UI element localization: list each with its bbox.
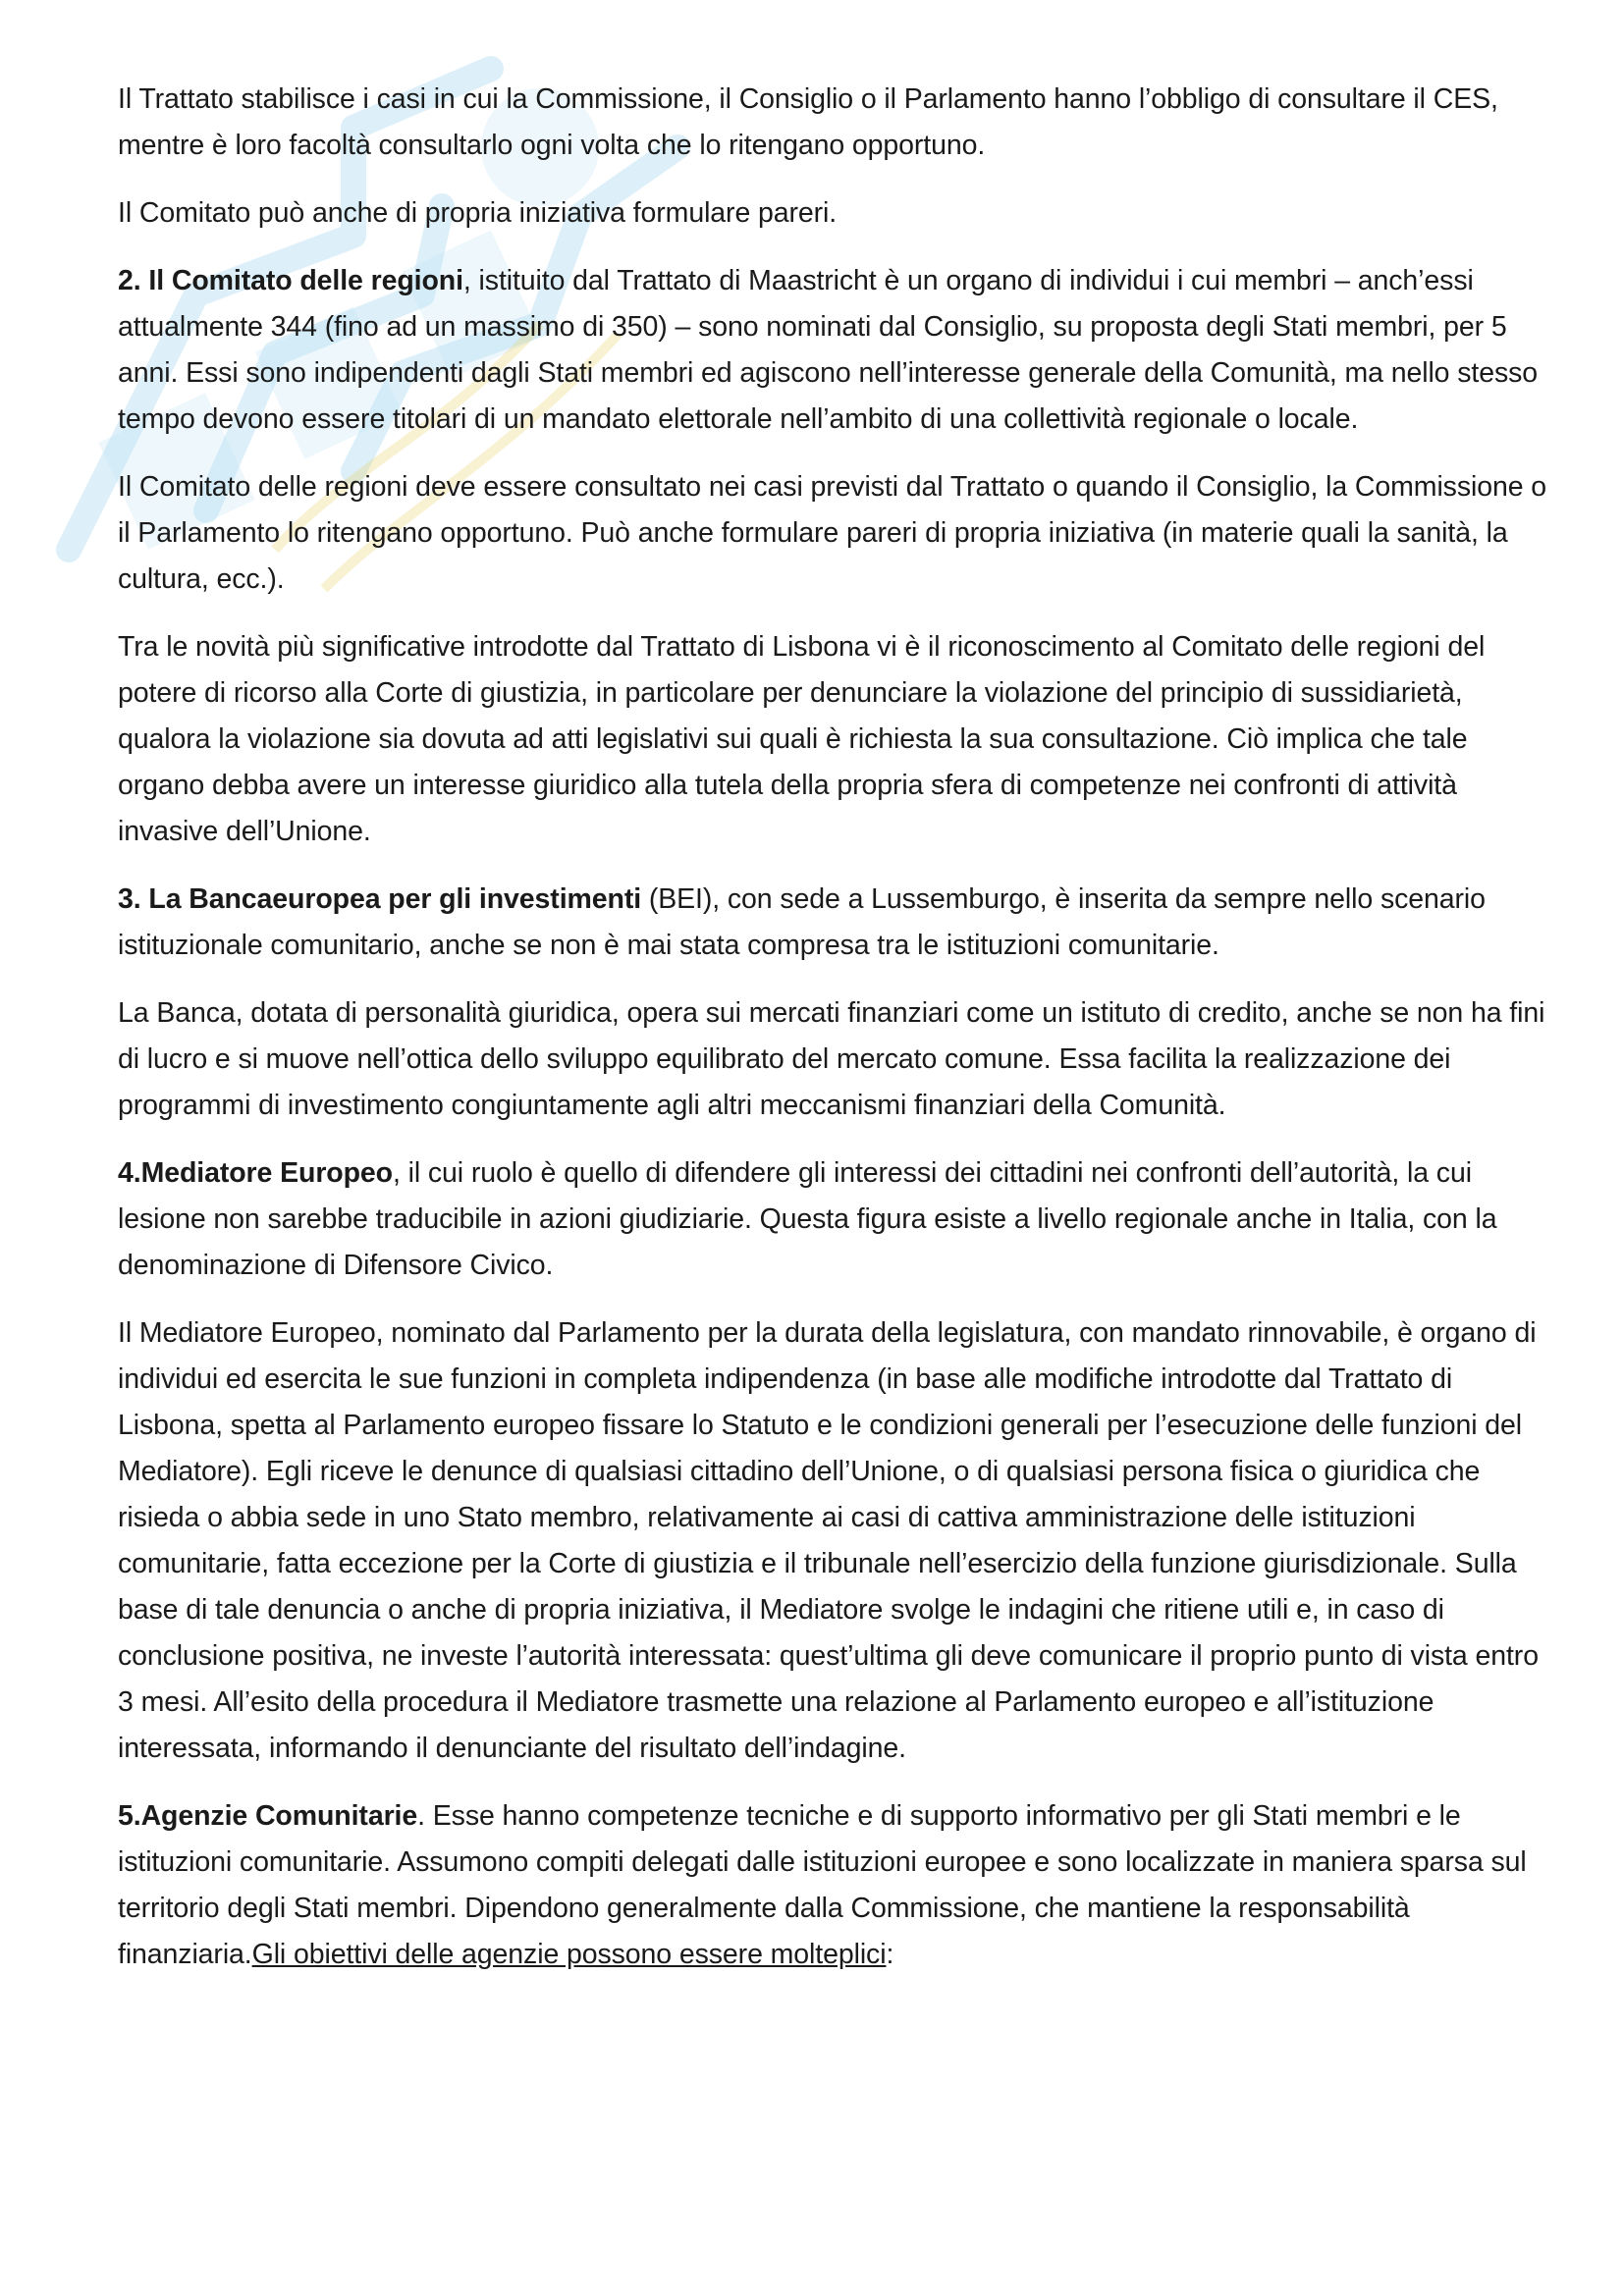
paragraph-mediatore: 4.Mediatore Europeo, il cui ruolo è quello di difendere gli interessi dei cittadini nei confronti dell’autorità, la cui lesione non sarebbe traducibile in azioni giudiziarie. Questa figura esiste a livello regionale anche in Italia, con la denominazione di Difensore Civico. — [118, 1157, 1497, 1281]
document-page — [118, 77, 1561, 2000]
heading-mediatore: 4.Mediatore Europeo — [118, 1157, 393, 1189]
heading-agenzie: 5.Agenzie Comunitarie — [118, 1800, 418, 1832]
paragraph-banca: La Banca, dotata di personalità giuridica, opera sui mercati finanziari come un istituto di credito, anche se non ha fini di lucro e si muove nell’ottica dello sviluppo equilibrato del mercato comune. Essa facilita la realizzazione dei programmi di investimento congiuntamente agli altri meccanismi finanziari della Comunità. — [118, 997, 1545, 1121]
paragraph-comitato-regioni: 2. Il Comitato delle regioni, istituito dal Trattato di Maastricht è un organo di individui i cui membri – anch’essi attualmente 344 (fino ad un massimo di 350) – sono nominati dal Consiglio, su proposta degli Stati membri, per 5 anni. Essi sono indipendenti dagli Stati membri ed agiscono nell’interesse generale della Comunità, ma nello stesso tempo devono essere titolari di un mandato elettorale nell’ambito di una collettività regionale o locale. — [118, 265, 1539, 435]
paragraph-ces-own-initiative: Il Comitato può anche di propria iniziativa formulare pareri. — [118, 197, 838, 229]
agenzie-obiettivi-underlined: Gli obiettivi delle agenzie possono essere molteplici — [251, 1939, 887, 1970]
heading-bei: 3. La Bancaeuropea per gli investimenti — [118, 883, 642, 915]
paragraph-ces-consultation: Il Trattato stabilisce i casi in cui la Commissione, il Consiglio o il Parlamento hanno l’obbligo di consultare il CES, mentre è loro facoltà consultarlo ogni volta che lo ritengano opportuno. — [118, 83, 1498, 161]
paragraph-bei: 3. La Bancaeuropea per gli investimenti (BEI), con sede a Lussemburgo, è inserita da sempre nello scenario istituzionale comunitario, anche se non è mai stata compresa tra le istituzioni comunitarie. — [118, 883, 1486, 961]
paragraph-comitato-consultazione: Il Comitato delle regioni deve essere consultato nei casi previsti dal Trattato o quando il Consiglio, la Commissione o il Parlamento lo ritengano opportuno. Può anche formulare pareri di propria iniziativa (in materie quali la sanità, la cultura, ecc.). — [118, 471, 1547, 595]
heading-comitato-regioni: 2. Il Comitato delle regioni — [118, 265, 463, 296]
paragraph-agenzie: 5.Agenzie Comunitarie. Esse hanno competenze tecniche e di supporto informativo per gli Stati membri e le istituzioni comunitarie. Assumono compiti delegati dalle istituzioni europee e sono localizzate in maniera sparsa sul territorio degli Stati membri. Dipendono generalmente dalla Commissione, che mantiene la responsabilità finanziaria.Gli obiettivi delle agenzie possono essere molteplici: — [118, 1800, 1527, 1970]
paragraph-trattato-lisbona: Tra le novità più significative introdotte dal Trattato di Lisbona vi è il riconoscimento al Comitato delle regioni del potere di ricorso alla Corte di giustizia, in particolare per denunciare la violazione del principio di sussidiarietà, qualora la violazione sia dovuta ad atti legislativi sui quali è richiesta la sua consultazione. Ciò implica che tale organo debba avere un interesse giuridico alla tutela della propria sfera di competenze nei confronti di attività invasive dell’Unione. — [118, 631, 1486, 847]
paragraph-mediatore-funzioni: Il Mediatore Europeo, nominato dal Parlamento per la durata della legislatura, con mandato rinnovabile, è organo di individui ed esercita le sue funzioni in completa indipendenza (in base alle modifiche introdotte dal Trattato di Lisbona, spetta al Parlamento europeo fissare lo Statuto e le condizioni generali per l’esecuzione delle funzioni del Mediatore). Egli riceve le denunce di qualsiasi cittadino dell’Unione, o di qualsiasi persona fisica o giuridica che risieda o abbia sede in uno Stato membro, relativamente ai casi di cattiva amministrazione delle istituzioni comunitarie, fatta eccezione per la Corte di giustizia e il tribunale nell’esercizio della funzione giurisdizionale. Sulla base di tale denuncia o anche di propria iniziativa, il Mediatore svolge le indagini che ritiene utili e, in caso di conclusione positiva, ne investe l’autorità interessata: quest’ultima gli deve comunicare il proprio punto di vista entro 3 mesi. All’esito della procedura il Mediatore trasmette una relazione al Parlamento europeo e all’istituzione interessata, informando il denunciante del risultato dell’indagine. — [118, 1317, 1539, 1764]
